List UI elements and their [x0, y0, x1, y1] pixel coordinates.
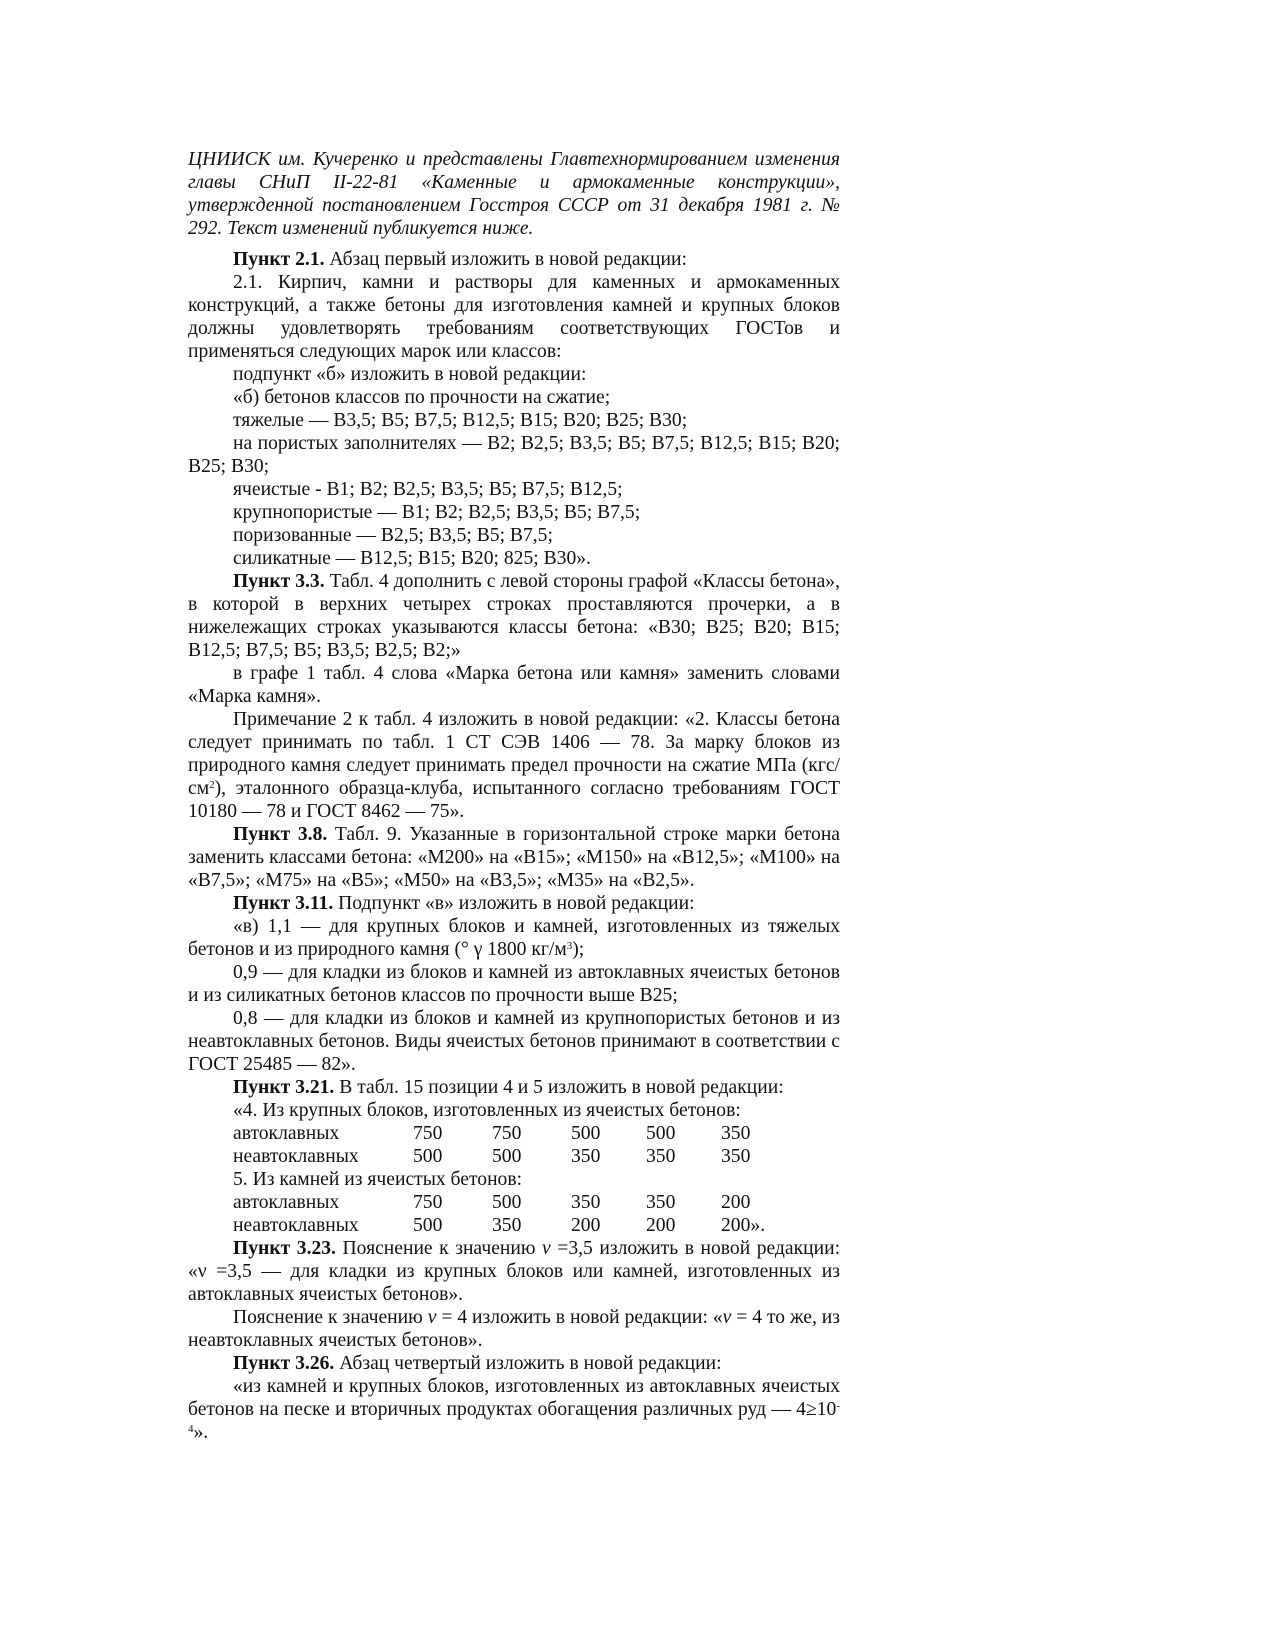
- clause-3-3-column-note: в графе 1 табл. 4 слова «Марка бетона или камня» заменить словами «Марка камня».: [188, 663, 840, 707]
- table-row: неавтоклавных 500 500 350 350 350: [233, 1146, 751, 1167]
- large-porous-classes: крупнопористые — В1; В2; В2,5; В3,5; В5; В7,5;: [233, 502, 641, 523]
- table-row: автоклавных 750 750 500 500 350: [233, 1123, 751, 1144]
- clause-3-26-body: «из камней и крупных блоков, изготовленных из автоклавных ячеистых бетонов на песке и вторичных продуктах обогащения различных руд — $4\ge 10^{-4}$».: [188, 1376, 840, 1443]
- clause-label: Пункт 2.1.: [233, 249, 325, 270]
- clause-label: Пункт 3.8.: [233, 824, 328, 845]
- clause-text: Абзац первый изложить в новой редакции:: [324, 249, 687, 270]
- clause-2-1-body: 2.1. Кирпич, камни и растворы для каменных и армокаменных конструкций, а также бетоны для изготовления камней и крупных блоков должны удовлетворять требованиям соответствующих ГОСТов и применяться следующих марок или классов:: [188, 272, 840, 362]
- clause-text: В табл. 15 позиции 4 и 5 изложить в новой редакции:: [334, 1077, 784, 1098]
- table-row: неавтоклавных 500 350 200 200 200».: [233, 1215, 766, 1236]
- clause-3-11: [188, 892, 840, 915]
- clause-text: Подпункт «в» изложить в новой редакции:: [333, 893, 695, 914]
- item-5-table: [233, 1191, 801, 1237]
- clause-label: Пункт 3.21.: [233, 1077, 335, 1098]
- clause-text: Табл. 4 дополнить с левой стороны графой «Классы бетона», в которой в верхних четырех строках проставляются прочерки, а в нижележащих строках указываются классы бетона: «В30; В25; В20; В15; В12,5; В7,5; В5; В3,5; В2,5; В2;»: [188, 571, 841, 661]
- item-4-heading: «4. Из крупных блоков, изготовленных из ячеистых бетонов:: [233, 1100, 741, 1121]
- clause-3-11-v: «в) 1,1 — для крупных блоков и камней, изготовленных из тяжелых бетонов и из природного камня (° γ 1800 $кг/м^3$);: [188, 916, 840, 960]
- clause-label: Пункт 3.23.: [233, 1238, 336, 1259]
- clause-label: Пункт 3.26.: [233, 1353, 335, 1374]
- table-row: автоклавных 750 500 350 350 200: [233, 1192, 751, 1213]
- clause-label: Пункт 3.3.: [233, 571, 325, 592]
- silicate-classes: силикатные — В12,5; В15; В20; 825; В30».: [233, 548, 591, 569]
- item-5-heading: 5. Из камней из ячеистых бетонов:: [233, 1169, 523, 1190]
- subclause-b-line: «б) бетонов классов по прочности на сжатие;: [233, 387, 611, 408]
- clause-3-3: [188, 570, 840, 662]
- porous-aggregate-classes: на пористых заполнителях — В2; В2,5; В3,5; В5; В7,5; В12,5; В15; В20; В25; В30;: [188, 433, 840, 477]
- clause-3-11-0-8: 0,8 — для кладки из блоков и камней из крупнопористых бетонов и из неавтоклавных бетонов. Виды ячеистых бетонов принимают в соответствии с ГОСТ 25485 — 82».: [188, 1008, 840, 1075]
- clause-label: Пункт 3.11.: [233, 893, 334, 914]
- clause-3-23-explanation: Пояснение к значению ν = 4 изложить в новой редакции: «ν = 4 то же, из неавтоклавных ячеистых бетонов».: [188, 1307, 840, 1351]
- clause-3-23: Пункт 3.23. Пояснение к значению ν =3,5 изложить в новой редакции: «ν =3,5 — для кладки из крупных блоков или камней, изготовленных из автоклавных ячеистых бетонов».: [188, 1238, 841, 1305]
- clause-2-1-heading: [188, 248, 840, 271]
- clause-3-21: [188, 1076, 840, 1099]
- intro-paragraph: ЦНИИСК им. Кучеренко и представлены Главтехнормированием изменения главы СНиП II-22-81 «Каменные и армокаменные конструкции», утвержденной постановлением Госстроя СССР от 31 декабря 1981 г. № 292. Текст изменений публикуется ниже.: [188, 149, 840, 239]
- cellular-concrete-classes: ячеистые - В1; В2; В2,5; В3,5; В5; В7,5; В12,5;: [233, 479, 623, 500]
- clause-3-3-note-2: Примечание 2 к табл. 4 изложить в новой редакции: «2. Классы бетона следует принимать по табл. 1 СТ СЭВ 1406 — 78. За марку блоков из природного камня следует принимать предел прочности на сжатие МПа $(кгс/см^2)$, эталонного образца-клуба, испытанного согласно требованиям ГОСТ 10180 — 78 и ГОСТ 8462 — 75».: [188, 709, 840, 822]
- clause-3-26: [188, 1352, 840, 1375]
- clause-text: Абзац четвертый изложить в новой редакции:: [334, 1353, 722, 1374]
- clause-3-8: [188, 823, 840, 892]
- item-4-table: [233, 1122, 801, 1168]
- clause-3-11-0-9: 0,9 — для кладки из блоков и камней из автоклавных ячеистых бетонов и из силикатных бетонов классов по прочности выше В25;: [188, 962, 840, 1006]
- subclause-b-intro: подпункт «б» изложить в новой редакции:: [233, 364, 587, 385]
- document-page: [188, 148, 840, 1444]
- heavy-concrete-classes: тяжелые — В3,5; В5; В7,5; В12,5; В15; В20; В25; В30;: [233, 410, 688, 431]
- clause-text: Табл. 9. Указанные в горизонтальной строке марки бетона заменить классами бетона: «М200» на «В15»; «М150» на «В12,5»; «М100» на «В7,5»; «М75» на «В5»; «М50» на «В3,5»; «М35» на «В2,5».: [188, 824, 840, 891]
- porized-classes: поризованные — В2,5; В3,5; В5; В7,5;: [233, 525, 553, 546]
